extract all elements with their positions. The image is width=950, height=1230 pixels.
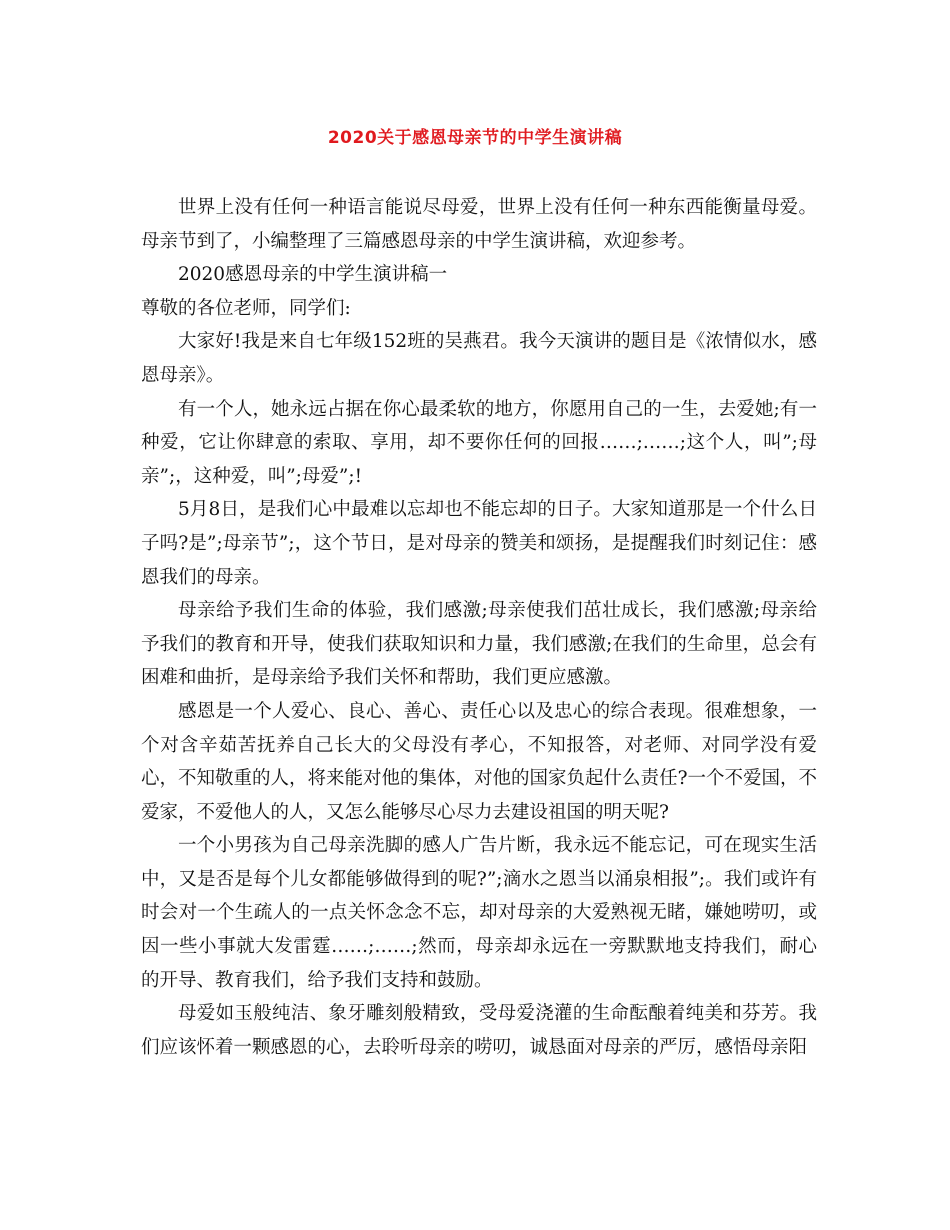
paragraph-body: 感恩是一个人爱心、良心、善心、责任心以及忠心的综合表现。很难想象，一个对含辛茹苦抚养自己长大的父母没有孝心，不知报答，对老师、对同学没有爱心，不知敬重的人，将来能对他的集体，对他的国家负起什么责任?一个不爱国，不爱家，不爱他人的人，又怎么能够尽心尽力去建设祖国的明天呢? — [141, 700, 817, 823]
paragraph-greeting: 大家好!我是来自七年级152班的吴燕君。我今天演讲的题目是《浓情似水，感恩母亲》。 — [141, 331, 817, 386]
document-title: 2020关于感恩母亲节的中学生演讲稿 — [327, 128, 623, 148]
paragraph-body: 母爱如玉般纯洁、象牙雕刻般精致，受母爱浇灌的生命酝酿着纯美和芬芳。我们应该怀着一颗感恩的心，去聆听母亲的唠叨，诚恳面对母亲的严厉，感悟母亲阳 — [141, 1003, 817, 1058]
paragraph-body: 一个小男孩为自己母亲洗脚的感人广告片断，我永远不能忘记，可在现实生活中，又是否是每个儿女都能够做得到的呢?”;滴水之恩当以涌泉相报”;。我们或许有时会对一个生疏人的一点关怀念念不忘，却对母亲的大爱熟视无睹，嫌她唠叨，或因一些小事就大发雷霆……;……;然而，母亲却永远在一旁默默地支持我们，耐心的开导、教育我们，给予我们支持和鼓励。 — [141, 835, 817, 991]
paragraph-body: 5月8日，是我们心中最难以忘却也不能忘却的日子。大家知道那是一个什么日子吗?是”;母亲节”;，这个节日，是对母亲的赞美和颂扬，是提醒我们时刻记住：感恩我们的母亲。 — [141, 499, 817, 588]
paragraph-body: 母亲给予我们生命的体验，我们感激;母亲使我们茁壮成长，我们感激;母亲给予我们的教育和开导，使我们获取知识和力量，我们感激;在我们的生命里，总会有困难和曲折，是母亲给予我们关怀和帮助，我们更应感激。 — [141, 600, 817, 689]
paragraph-intro: 世界上没有任何一种语言能说尽母爱，世界上没有任何一种东西能衡量母爱。母亲节到了，小编整理了三篇感恩母亲的中学生演讲稿，欢迎参考。 — [141, 197, 817, 252]
paragraph-section-heading: 2020感恩母亲的中学生演讲稿一 — [178, 264, 448, 286]
document-body — [141, 191, 817, 1064]
paragraph-salutation: 尊敬的各位老师，同学们: — [141, 297, 351, 319]
paragraph-body: 有一个人，她永远占据在你心最柔软的地方，你愿用自己的一生，去爱她;有一种爱，它让你肆意的索取、享用，却不要你任何的回报……;……;这个人，叫”;母亲”;，这种爱，叫”;母爱”;! — [141, 398, 817, 487]
